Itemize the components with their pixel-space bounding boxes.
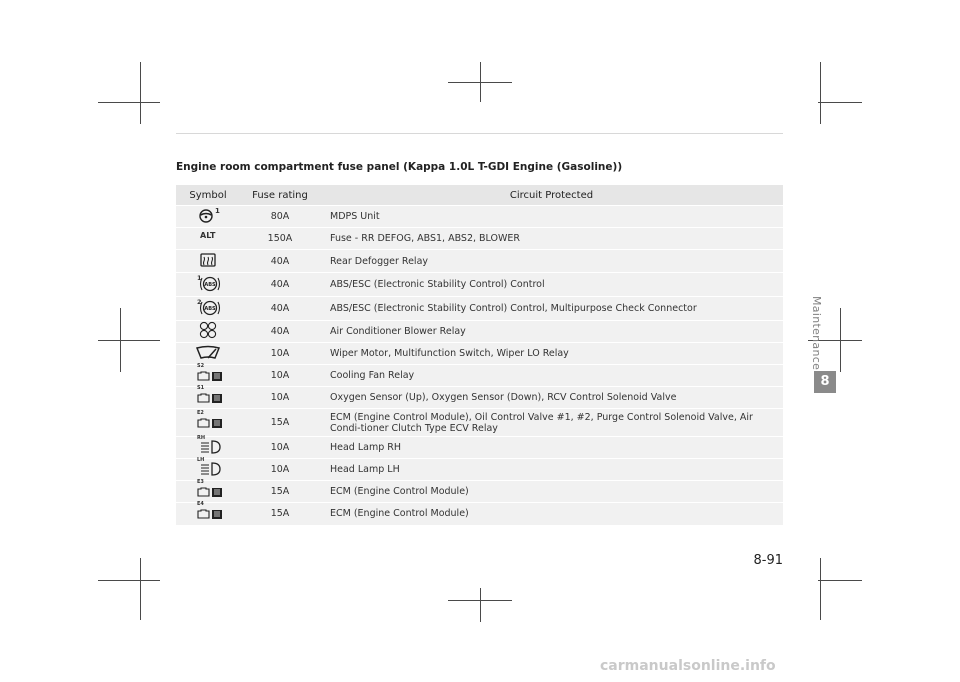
fuse-rating: 40A (240, 297, 320, 321)
alt-symbol-label: ALT (200, 231, 216, 240)
fuse-rating: 15A (240, 409, 320, 437)
circuit-protected: Air Conditioner Blower Relay (320, 321, 783, 343)
symbol-cell (176, 387, 240, 409)
symbol-cell (176, 343, 240, 365)
circuit-protected: ABS/ESC (Electronic Stability Control) Control, Multipurpose Check Connector (320, 297, 783, 321)
table-row (176, 365, 783, 387)
symbol-cell (176, 481, 240, 503)
crop-mark (98, 580, 160, 581)
crop-mark (480, 62, 481, 102)
fuse-rating: 10A (240, 387, 320, 409)
fuse-rating: 150A (240, 228, 320, 250)
circuit-protected: Wiper Motor, Multifunction Switch, Wiper LO Relay (320, 343, 783, 365)
top-rule (176, 133, 783, 134)
footer-watermark: carmanualsonline.info (600, 658, 776, 674)
table-row (176, 273, 783, 297)
table-row (176, 297, 783, 321)
symbol-cell (176, 206, 240, 228)
table-row (176, 503, 783, 525)
circuit-protected: Head Lamp LH (320, 459, 783, 481)
circuit-protected: Rear Defogger Relay (320, 250, 783, 273)
fuse-rating: 15A (240, 503, 320, 525)
symbol-subscript: LH (197, 457, 205, 463)
chapter-badge: 8 (814, 371, 836, 393)
symbol-cell (176, 250, 240, 273)
fuse-rating: 10A (240, 437, 320, 459)
symbol-cell (176, 409, 240, 437)
fuse-rating: 40A (240, 321, 320, 343)
page-number: 8-91 (753, 553, 783, 568)
crop-mark (120, 308, 121, 372)
crop-mark (840, 308, 841, 372)
table-row (176, 250, 783, 273)
crop-mark (818, 102, 862, 103)
symbol-subscript: 1 (197, 274, 202, 282)
circuit-protected: Fuse - RR DEFOG, ABS1, ABS2, BLOWER (320, 228, 783, 250)
crop-mark (98, 340, 160, 341)
header-rating: Fuse rating (240, 185, 320, 206)
crop-mark (140, 558, 141, 620)
symbol-subscript: S1 (197, 385, 205, 391)
circuit-protected: Head Lamp RH (320, 437, 783, 459)
circuit-protected: Oxygen Sensor (Up), Oxygen Sensor (Down), RCV Control Solenoid Valve (320, 387, 783, 409)
symbol-cell (176, 228, 240, 250)
symbol-subscript: S2 (197, 363, 205, 369)
svg-text:ABS: ABS (204, 282, 216, 288)
table-row (176, 481, 783, 503)
table-row (176, 343, 783, 365)
circuit-protected: ECM (Engine Control Module) (320, 481, 783, 503)
table-row (176, 409, 783, 437)
crop-mark (818, 580, 862, 581)
symbol-subscript: 2 (197, 298, 202, 306)
symbol-cell (176, 459, 240, 481)
symbol-subscript: RH (197, 435, 206, 441)
symbol-subscript: E3 (197, 479, 204, 485)
table-row (176, 387, 783, 409)
circuit-protected: ECM (Engine Control Module), Oil Control Valve #1, #2, Purge Control Solenoid Valve, Air Condi-tioner Clutch Type ECV Relay (320, 409, 783, 437)
fuse-rating: 10A (240, 343, 320, 365)
section-label: Maintenance (810, 296, 823, 371)
symbol-cell (176, 321, 240, 343)
crop-mark (820, 558, 821, 620)
symbol-cell (176, 365, 240, 387)
fuse-rating: 80A (240, 206, 320, 228)
crop-mark (480, 588, 481, 622)
table-row (176, 206, 783, 228)
table-row (176, 437, 783, 459)
table-row (176, 459, 783, 481)
symbol-subscript: E2 (197, 410, 204, 416)
crop-mark (820, 62, 821, 124)
symbol-subscript: 1 (215, 207, 220, 215)
crop-mark (98, 102, 160, 103)
header-symbol: Symbol (176, 185, 240, 206)
circuit-protected: ABS/ESC (Electronic Stability Control) Control (320, 273, 783, 297)
svg-text:ABS: ABS (204, 306, 216, 312)
circuit-protected: ECM (Engine Control Module) (320, 503, 783, 525)
symbol-subscript: E4 (197, 501, 204, 508)
fuse-rating: 10A (240, 459, 320, 481)
table-header-row (176, 185, 783, 206)
fuse-rating: 40A (240, 250, 320, 273)
fuse-table (176, 185, 783, 525)
symbol-cell (176, 503, 240, 525)
symbol-cell (176, 297, 240, 321)
symbol-cell (176, 437, 240, 459)
crop-mark (140, 62, 141, 124)
fuse-rating: 15A (240, 481, 320, 503)
header-circuit: Circuit Protected (320, 185, 783, 206)
table-row (176, 228, 783, 250)
symbol-cell (176, 273, 240, 297)
table-row (176, 321, 783, 343)
circuit-protected: MDPS Unit (320, 206, 783, 228)
fuse-rating: 40A (240, 273, 320, 297)
circuit-protected: Cooling Fan Relay (320, 365, 783, 387)
page-title: Engine room compartment fuse panel (Kappa 1.0L T-GDI Engine (Gasoline)) (176, 161, 623, 173)
fuse-rating: 10A (240, 365, 320, 387)
